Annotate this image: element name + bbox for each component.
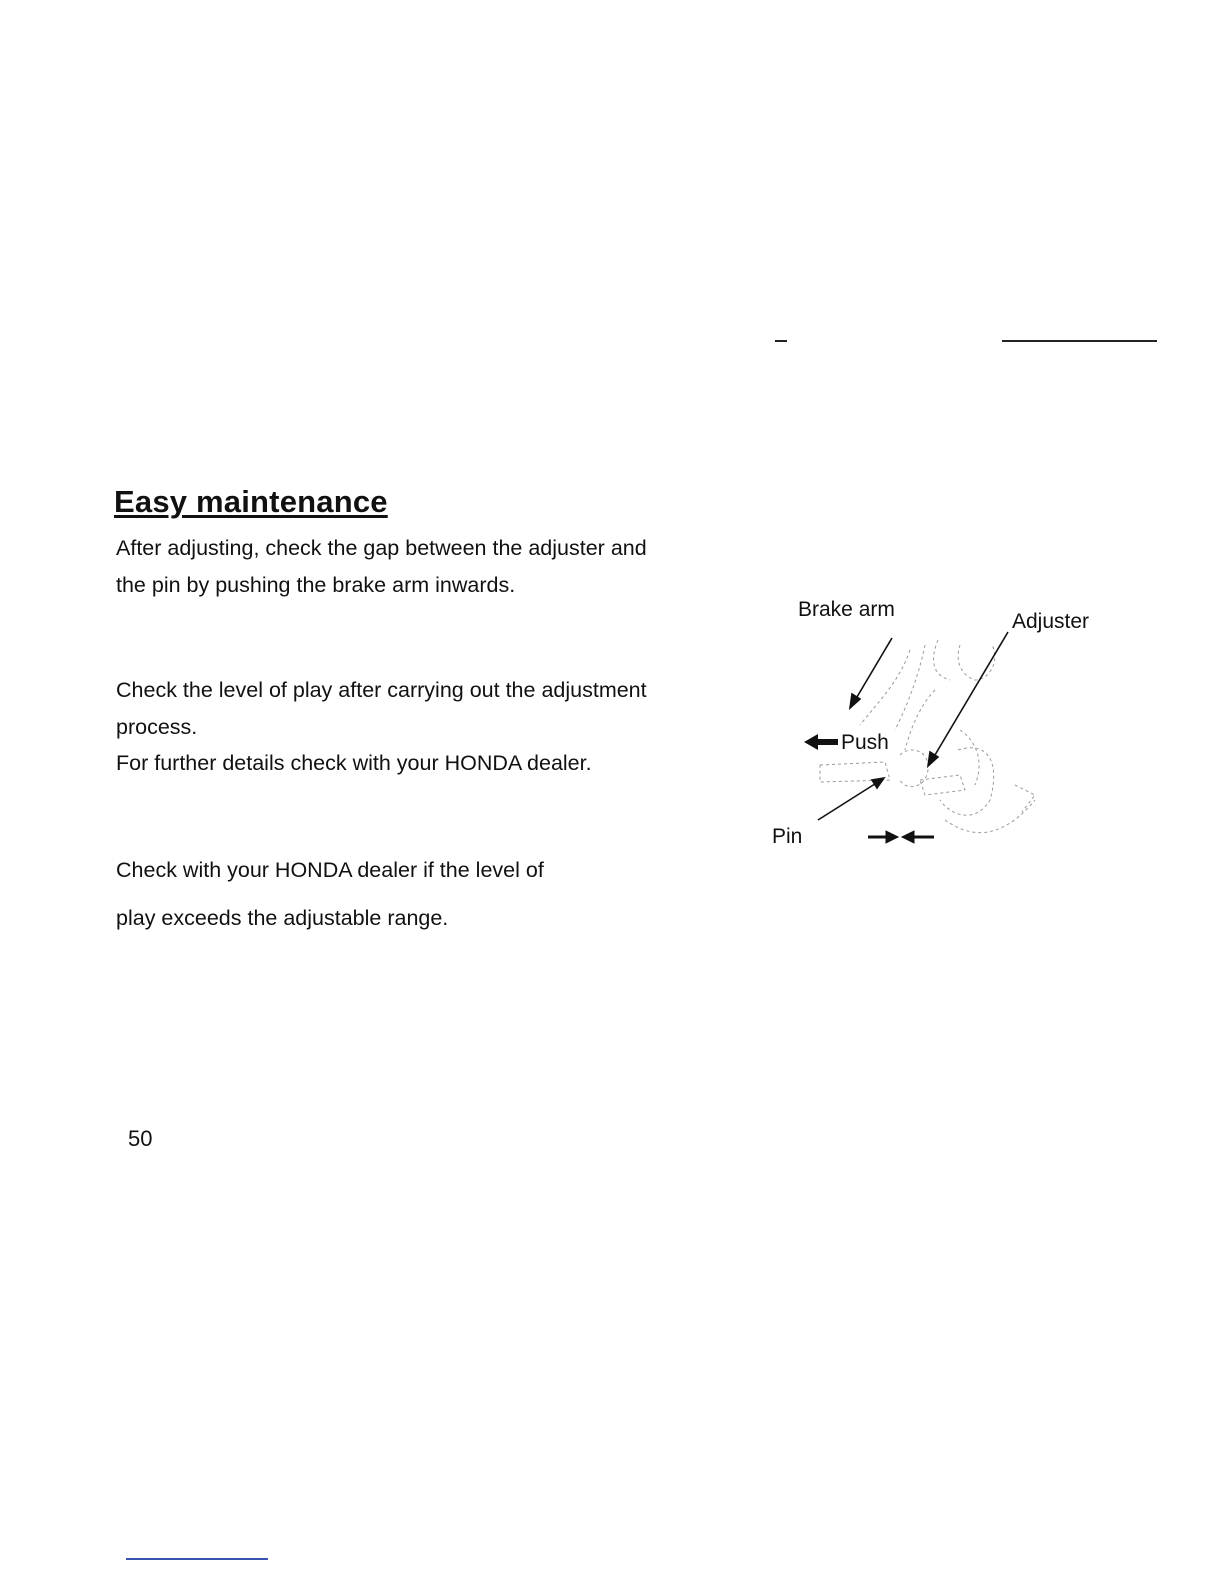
paragraph-exceeds-range-line-2: play exceeds the adjustable range. <box>116 906 449 930</box>
section-heading: Easy maintenance <box>114 484 388 519</box>
sketch-pin-head <box>900 750 928 787</box>
header-rule-long <box>1002 340 1157 342</box>
paragraph-further-details: For further details check with your HONDA dealer. <box>116 751 592 775</box>
sketch-line <box>960 730 979 785</box>
sketch-line <box>934 640 950 680</box>
sketch-line <box>920 775 965 795</box>
label-push: Push <box>841 731 889 754</box>
pin-arrowhead <box>872 778 884 788</box>
paragraph-exceeds-range-line-1: Check with your HONDA dealer if the level of <box>116 858 544 882</box>
label-brake-arm: Brake arm <box>798 598 895 621</box>
footer-rule <box>126 1558 268 1560</box>
pin-leader <box>818 782 878 820</box>
adjuster-leader <box>932 632 1008 760</box>
gap-arrow-right-head <box>886 831 898 843</box>
sketch-line <box>895 645 925 730</box>
label-pin: Pin <box>772 825 803 848</box>
paragraph-check-gap: After adjusting, check the gap between the adjuster and the pin by pushing the brake arm inwards. <box>116 536 647 597</box>
sketch-line <box>945 800 1035 833</box>
gap-arrows-icon <box>868 831 934 843</box>
adjuster-arrowhead <box>928 752 938 766</box>
header-rule-short <box>775 340 787 342</box>
brake-adjustment-diagram <box>760 590 1160 870</box>
label-adjuster: Adjuster <box>1012 610 1090 633</box>
paragraph-check-play: Check the level of play after carrying out the adjustment process. <box>116 678 647 739</box>
diagram-svg <box>760 590 1160 870</box>
push-arrow-icon <box>804 734 838 750</box>
page-number: 50 <box>128 1126 153 1151</box>
sketch-hub <box>940 748 994 815</box>
brake-arm-arrowhead <box>850 694 860 708</box>
sketch-line <box>1015 785 1035 812</box>
sketch-line <box>905 690 935 750</box>
gap-arrow-left-head <box>902 831 914 843</box>
